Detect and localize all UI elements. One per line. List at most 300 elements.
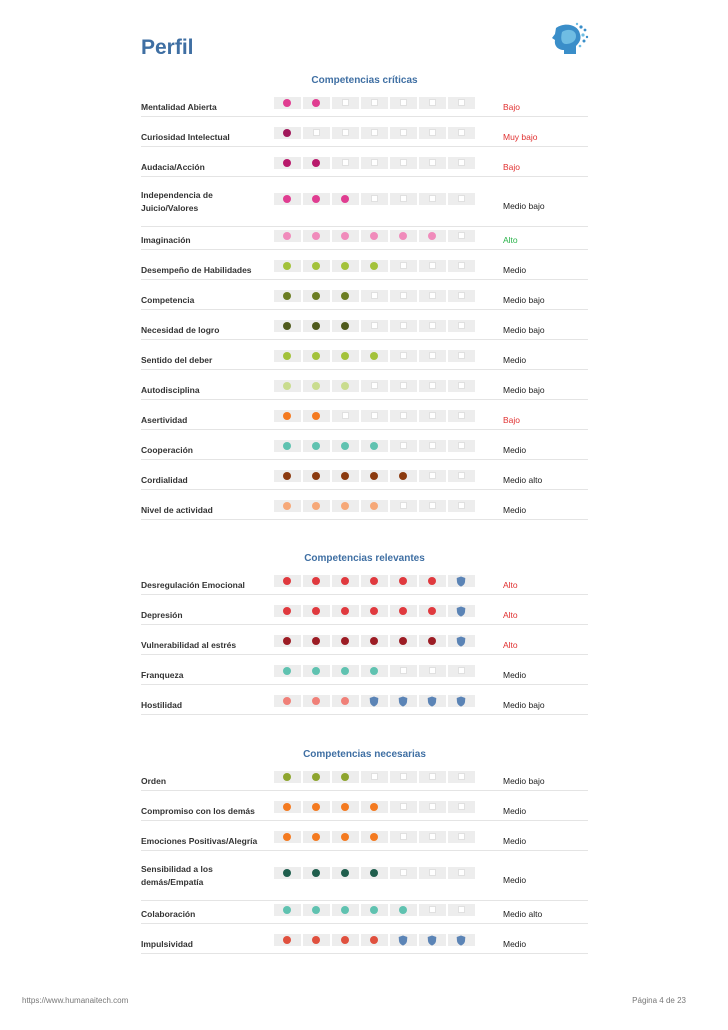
filled-dot	[283, 906, 291, 914]
competency-level: Medio bajo	[503, 776, 545, 786]
filled-dot	[312, 607, 320, 615]
scale-cell	[303, 831, 330, 843]
scale-cell	[419, 831, 446, 843]
scale-cell	[419, 605, 446, 617]
empty-square	[371, 99, 378, 106]
empty-square	[458, 322, 465, 329]
competency-row	[141, 290, 588, 310]
scale-cell	[419, 260, 446, 272]
scale-cell	[390, 260, 417, 272]
competency-label: Autodisciplina	[141, 385, 200, 395]
section-title: Competencias necesarias	[303, 749, 426, 760]
section-title: Competencias relevantes	[304, 553, 425, 564]
competency-level: Medio bajo	[503, 201, 545, 211]
scale-cell	[303, 320, 330, 332]
scale-cell	[419, 440, 446, 452]
empty-square	[458, 472, 465, 479]
shield-icon	[456, 935, 466, 946]
scale-cell	[274, 290, 301, 302]
filled-dot	[341, 906, 349, 914]
competency-scale	[274, 230, 620, 242]
competency-scale	[274, 320, 620, 332]
empty-square	[400, 195, 407, 202]
scale-cell	[361, 934, 388, 946]
filled-dot	[341, 472, 349, 480]
shield-icon	[398, 935, 408, 946]
empty-square	[458, 833, 465, 840]
empty-square	[429, 412, 436, 419]
empty-square	[458, 442, 465, 449]
row-divider	[141, 116, 588, 117]
filled-dot	[399, 472, 407, 480]
scale-cell	[390, 470, 417, 482]
filled-dot	[312, 412, 320, 420]
empty-square	[400, 262, 407, 269]
competency-level: Medio alto	[503, 909, 543, 919]
scale-cell	[361, 350, 388, 362]
scale-cell	[274, 867, 301, 879]
row-divider	[141, 820, 588, 821]
filled-dot	[341, 773, 349, 781]
scale-cell	[390, 831, 417, 843]
scale-cell	[419, 500, 446, 512]
empty-square	[400, 667, 407, 674]
scale-cell	[448, 867, 475, 879]
filled-dot	[399, 607, 407, 615]
scale-cell	[274, 127, 301, 139]
scale-cell	[303, 350, 330, 362]
filled-dot	[370, 442, 378, 450]
scale-cell	[332, 470, 359, 482]
competency-scale	[274, 635, 620, 647]
scale-cell	[332, 380, 359, 392]
empty-square	[429, 352, 436, 359]
empty-square	[458, 667, 465, 674]
empty-square	[429, 442, 436, 449]
filled-dot	[312, 577, 320, 585]
filled-dot	[312, 869, 320, 877]
filled-dot	[312, 292, 320, 300]
scale-cell	[332, 867, 359, 879]
filled-dot	[341, 803, 349, 811]
competency-scale	[274, 127, 620, 139]
scale-cell	[419, 157, 446, 169]
scale-cell	[303, 97, 330, 109]
competency-level: Medio bajo	[503, 700, 545, 710]
filled-dot	[370, 472, 378, 480]
empty-square	[400, 352, 407, 359]
filled-dot	[370, 803, 378, 811]
scale-cell	[274, 260, 301, 272]
scale-cell	[390, 500, 417, 512]
scale-cell	[303, 440, 330, 452]
scale-cell	[303, 410, 330, 422]
empty-square	[429, 472, 436, 479]
scale-cell	[274, 665, 301, 677]
filled-dot	[370, 352, 378, 360]
scale-cell	[419, 380, 446, 392]
scale-cell	[274, 193, 301, 205]
filled-dot	[312, 773, 320, 781]
filled-dot	[312, 803, 320, 811]
scale-cell	[448, 127, 475, 139]
competency-row	[141, 97, 588, 117]
scale-cell	[390, 350, 417, 362]
filled-dot	[312, 159, 320, 167]
empty-square	[371, 195, 378, 202]
filled-dot	[312, 442, 320, 450]
filled-dot	[341, 195, 349, 203]
scale-cell	[303, 470, 330, 482]
scale-cell	[448, 605, 475, 617]
scale-cell	[332, 410, 359, 422]
scale-cell	[390, 801, 417, 813]
empty-square	[429, 322, 436, 329]
competency-row	[141, 190, 588, 227]
scale-cell	[390, 771, 417, 783]
competency-row	[141, 410, 588, 430]
scale-cell	[361, 230, 388, 242]
scale-cell	[448, 801, 475, 813]
filled-dot	[283, 607, 291, 615]
filled-dot	[428, 607, 436, 615]
empty-square	[400, 869, 407, 876]
empty-square	[458, 502, 465, 509]
competency-level: Medio alto	[503, 475, 543, 485]
scale-cell	[303, 801, 330, 813]
scale-cell	[332, 904, 359, 916]
scale-cell	[448, 157, 475, 169]
empty-square	[458, 292, 465, 299]
competency-row	[141, 350, 588, 370]
competency-scale	[274, 440, 620, 452]
row-divider	[141, 850, 588, 851]
scale-cell	[332, 934, 359, 946]
row-divider	[141, 146, 588, 147]
scale-cell	[361, 771, 388, 783]
empty-square	[400, 322, 407, 329]
filled-dot	[283, 936, 291, 944]
competency-label: Orden	[141, 776, 167, 786]
filled-dot	[283, 352, 291, 360]
scale-cell	[332, 665, 359, 677]
scale-cell	[274, 470, 301, 482]
competency-level: Medio	[503, 670, 527, 680]
scale-cell	[361, 127, 388, 139]
competency-label: Nivel de actividad	[141, 505, 213, 515]
empty-square	[429, 159, 436, 166]
filled-dot	[312, 637, 320, 645]
empty-square	[458, 262, 465, 269]
empty-square	[458, 382, 465, 389]
scale-cell	[390, 635, 417, 647]
row-divider	[141, 624, 588, 625]
competency-scale	[274, 410, 620, 422]
competency-scale	[274, 934, 620, 946]
competency-row	[141, 605, 588, 625]
scale-cell	[390, 290, 417, 302]
competency-level: Bajo	[503, 102, 521, 112]
scale-cell	[361, 260, 388, 272]
competency-label: Desempeño de Habilidades	[141, 265, 252, 275]
empty-square	[371, 322, 378, 329]
empty-square	[458, 195, 465, 202]
filled-dot	[370, 232, 378, 240]
competency-scale	[274, 290, 620, 302]
filled-dot	[370, 262, 378, 270]
competency-label: Competencia	[141, 295, 195, 305]
scale-cell	[361, 380, 388, 392]
filled-dot	[370, 833, 378, 841]
scale-cell	[419, 127, 446, 139]
scale-cell	[332, 635, 359, 647]
filled-dot	[312, 936, 320, 944]
competency-row	[141, 864, 588, 901]
filled-dot	[283, 869, 291, 877]
scale-cell	[448, 260, 475, 272]
scale-cell	[448, 193, 475, 205]
scale-cell	[332, 290, 359, 302]
competency-label: Depresión	[141, 610, 183, 620]
row-divider	[141, 429, 588, 430]
filled-dot	[399, 637, 407, 645]
filled-dot	[428, 577, 436, 585]
competency-scale	[274, 157, 620, 169]
empty-square	[429, 869, 436, 876]
competency-row	[141, 127, 588, 147]
scale-cell	[274, 410, 301, 422]
empty-square	[313, 129, 320, 136]
scale-cell	[361, 801, 388, 813]
competency-scale	[274, 193, 620, 205]
empty-square	[458, 773, 465, 780]
competency-label: Cordialidad	[141, 475, 188, 485]
scale-cell	[419, 665, 446, 677]
empty-square	[458, 352, 465, 359]
filled-dot	[341, 869, 349, 877]
filled-dot	[370, 667, 378, 675]
filled-dot	[312, 833, 320, 841]
scale-cell	[303, 290, 330, 302]
scale-cell	[303, 380, 330, 392]
filled-dot	[283, 232, 291, 240]
filled-dot	[370, 577, 378, 585]
section-title: Competencias críticas	[311, 75, 418, 86]
filled-dot	[283, 99, 291, 107]
empty-square	[429, 803, 436, 810]
scale-cell	[419, 575, 446, 587]
competency-row	[141, 801, 588, 821]
row-divider	[141, 714, 588, 715]
competency-level: Medio	[503, 836, 527, 846]
scale-cell	[361, 193, 388, 205]
scale-cell	[448, 440, 475, 452]
filled-dot	[312, 322, 320, 330]
empty-square	[400, 382, 407, 389]
competency-label: Emociones Positivas/Alegría	[141, 836, 258, 846]
competency-level: Medio	[503, 806, 527, 816]
competency-level: Alto	[503, 610, 518, 620]
scale-cell	[303, 605, 330, 617]
competency-scale	[274, 695, 620, 707]
empty-square	[400, 803, 407, 810]
scale-cell	[303, 635, 330, 647]
competency-scale	[274, 771, 620, 783]
empty-square	[342, 159, 349, 166]
scale-cell	[361, 695, 388, 707]
filled-dot	[341, 382, 349, 390]
empty-square	[371, 773, 378, 780]
row-divider	[141, 309, 588, 310]
competency-row	[141, 230, 588, 250]
filled-dot	[312, 195, 320, 203]
footer-url: https://www.humanaitech.com	[22, 996, 129, 1005]
empty-square	[458, 412, 465, 419]
row-divider	[141, 339, 588, 340]
filled-dot	[341, 262, 349, 270]
row-divider	[141, 684, 588, 685]
competency-level: Medio	[503, 265, 527, 275]
filled-dot	[312, 232, 320, 240]
competency-scale	[274, 575, 620, 587]
competency-scale	[274, 665, 620, 677]
scale-cell	[303, 665, 330, 677]
scale-cell	[448, 500, 475, 512]
scale-cell	[448, 635, 475, 647]
competency-row	[141, 157, 588, 177]
row-divider	[141, 226, 588, 227]
filled-dot	[341, 833, 349, 841]
scale-cell	[448, 665, 475, 677]
scale-cell	[274, 575, 301, 587]
filled-dot	[312, 262, 320, 270]
competency-row	[141, 380, 588, 400]
humanai-logo	[550, 22, 590, 58]
scale-cell	[274, 934, 301, 946]
empty-square	[400, 292, 407, 299]
scale-cell	[361, 97, 388, 109]
competency-label: Sensibilidad a los demás/Empatía	[141, 864, 213, 887]
filled-dot	[283, 472, 291, 480]
scale-cell	[332, 695, 359, 707]
scale-cell	[390, 320, 417, 332]
row-divider	[141, 923, 588, 924]
filled-dot	[341, 607, 349, 615]
row-divider	[141, 399, 588, 400]
filled-dot	[428, 232, 436, 240]
scale-cell	[303, 695, 330, 707]
scale-cell	[332, 230, 359, 242]
scale-cell	[274, 695, 301, 707]
scale-cell	[390, 605, 417, 617]
scale-cell	[419, 320, 446, 332]
scale-cell	[332, 193, 359, 205]
row-divider	[141, 176, 588, 177]
scale-cell	[390, 97, 417, 109]
competency-level: Alto	[503, 580, 518, 590]
scale-cell	[448, 831, 475, 843]
competency-row	[141, 260, 588, 280]
scale-cell	[419, 904, 446, 916]
scale-cell	[448, 320, 475, 332]
empty-square	[342, 129, 349, 136]
filled-dot	[399, 906, 407, 914]
filled-dot	[283, 502, 291, 510]
competency-label: Mentalidad Abierta	[141, 102, 217, 112]
scale-cell	[448, 230, 475, 242]
competency-row	[141, 440, 588, 460]
scale-cell	[361, 440, 388, 452]
competency-label: Desregulación Emocional	[141, 580, 245, 590]
footer-page-number: Página 4 de 23	[632, 996, 686, 1005]
scale-cell	[332, 801, 359, 813]
row-divider	[141, 900, 588, 901]
row-divider	[141, 369, 588, 370]
scale-cell	[303, 127, 330, 139]
filled-dot	[283, 412, 291, 420]
filled-dot	[283, 577, 291, 585]
filled-dot	[341, 352, 349, 360]
competency-label: Compromiso con los demás	[141, 806, 255, 816]
scale-cell	[274, 605, 301, 617]
empty-square	[400, 442, 407, 449]
filled-dot	[312, 667, 320, 675]
empty-square	[371, 159, 378, 166]
competency-level: Alto	[503, 640, 518, 650]
filled-dot	[283, 697, 291, 705]
scale-cell	[448, 934, 475, 946]
filled-dot	[283, 382, 291, 390]
empty-square	[429, 382, 436, 389]
scale-cell	[390, 904, 417, 916]
scale-cell	[361, 410, 388, 422]
filled-dot	[283, 667, 291, 675]
scale-cell	[419, 695, 446, 707]
shield-icon	[427, 935, 437, 946]
competency-label: Sentido del deber	[141, 355, 213, 365]
scale-cell	[303, 260, 330, 272]
scale-cell	[274, 230, 301, 242]
competency-level: Alto	[503, 235, 518, 245]
empty-square	[400, 833, 407, 840]
row-divider	[141, 489, 588, 490]
shield-icon	[456, 606, 466, 617]
empty-square	[458, 129, 465, 136]
filled-dot	[341, 577, 349, 585]
scale-cell	[390, 127, 417, 139]
scale-cell	[361, 665, 388, 677]
scale-cell	[419, 771, 446, 783]
competency-label: Independencia de Juicio/Valores	[141, 190, 213, 213]
scale-cell	[274, 97, 301, 109]
scale-cell	[390, 665, 417, 677]
scale-cell	[332, 500, 359, 512]
empty-square	[429, 195, 436, 202]
filled-dot	[370, 607, 378, 615]
scale-cell	[419, 410, 446, 422]
filled-dot	[283, 803, 291, 811]
scale-cell	[274, 801, 301, 813]
empty-square	[342, 99, 349, 106]
competency-scale	[274, 605, 620, 617]
scale-cell	[448, 575, 475, 587]
filled-dot	[312, 906, 320, 914]
filled-dot	[283, 129, 291, 137]
scale-cell	[448, 380, 475, 392]
shield-icon	[427, 696, 437, 707]
competency-row	[141, 320, 588, 340]
empty-square	[429, 667, 436, 674]
